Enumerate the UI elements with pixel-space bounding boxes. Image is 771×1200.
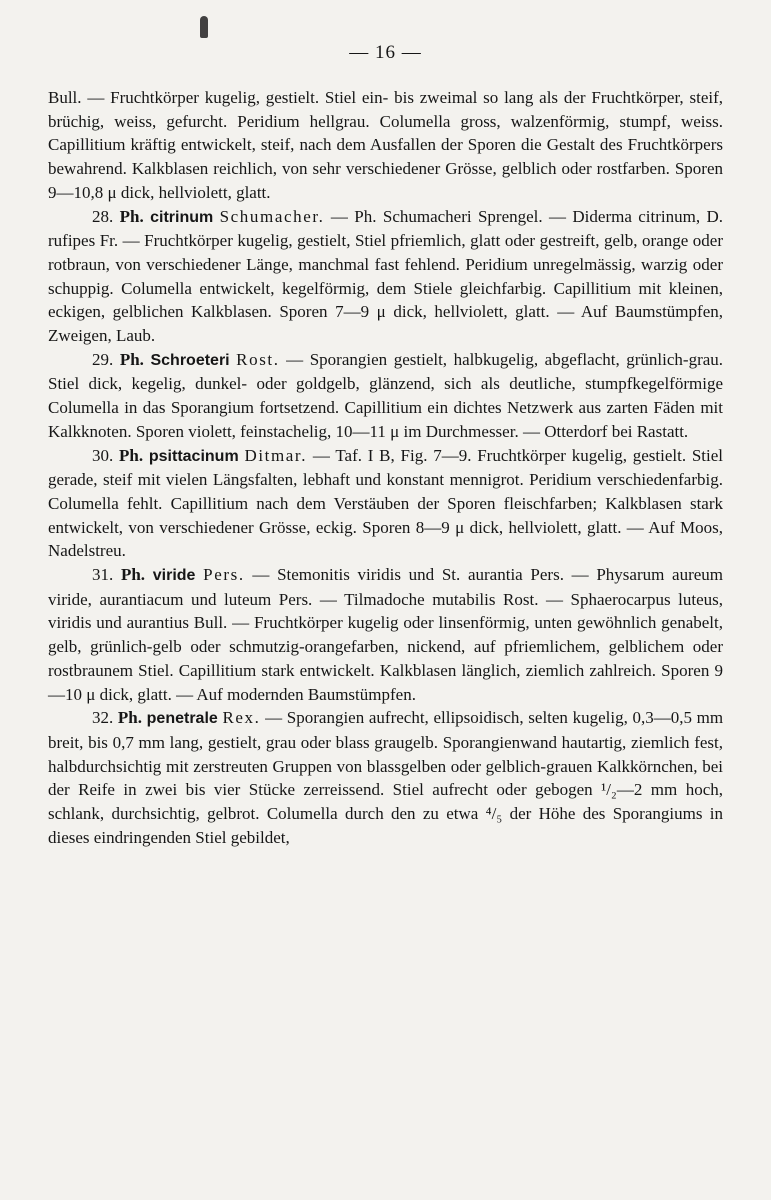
entry-number: 31. xyxy=(92,565,114,585)
ink-smudge xyxy=(200,16,208,38)
entry-genus: Ph. xyxy=(119,349,144,369)
entry-genus: Ph. xyxy=(120,565,146,585)
entry-number: 29. xyxy=(92,349,114,369)
body-text xyxy=(48,86,723,850)
intro-paragraph: Bull. — Fruchtkörper kugelig, gestielt. Stiel ein- bis zweimal so lang als der Fruchtkörper, steif, brüchig, weiss, gefurcht. Peridium hellgrau. Columella gross, walzenförmig, stumpf, weiss. Capillitium kräftig entwickelt, steif, nach dem Ausfallen der Sporen die Gestalt des Fruchtkörpers bewahrend. Kalkblasen reichlich, von sehr verschiedener Grösse, gelblich oder rostfarben. Sporen 9—10,8 μ dick, hellviolett, glatt. xyxy=(48,88,723,202)
entry-genus: Ph. xyxy=(117,708,142,728)
entry-genus: Ph. xyxy=(119,445,144,465)
entry-author: Pers. xyxy=(203,565,245,585)
entry-number: 28. xyxy=(92,206,114,226)
entry-number: 32. xyxy=(92,708,114,728)
entry-author: Rost. xyxy=(236,349,280,369)
entry-29 xyxy=(48,348,723,444)
entry-text: — Sporangien aufrecht, ellipsoidisch, selten kugelig, 0,3—0,5 mm breit, bis 0,7 mm lang, gestielt, grau oder blass graugelb. Sporangienwand hautartig, ziemlich fest, halbdurchsichtig mit zerstreuten Gruppen von blassgelben oder gelblich-grauen Kalkkörnchen, bei der Reife in zwei bis vier Stücke zerreissend. Stiel aufrecht oder gebogen ¹/₂—2 mm hoch, schlank, durchsichtig, gelbrot. Columella durch den zu etwa ⁴/₅ der Höhe des Sporangiums in dieses eindringenden Stiel gebildet, xyxy=(48,708,724,847)
entry-28 xyxy=(48,205,723,348)
entry-species: psittacinum xyxy=(148,447,239,465)
page-number: — 16 — xyxy=(349,42,422,63)
entry-text: — Ph. Schumacheri Sprengel. — Diderma citrinum, D. rufipes Fr. — Fruchtkörper kugelig, gestielt, Stiel pfriemlich, glatt oder gestreift, gelb, orange oder rotbraun, von verschiedener Länge, manchmal fast fehlend. Peridium unregelmässig, warzig oder schuppig. Columella entwickelt, kegelförmig, dem Stiele gleichfarbig. Capillitium mit kleinen, eckigen, gelblichen Kalkblasen. Sporen 7—9 μ dick, hellviolett, glatt. — Auf Baumstümpfen, Zweigen, Laub. xyxy=(48,206,724,346)
entry-32 xyxy=(48,706,723,849)
entry-species: Schroeteri xyxy=(150,351,230,369)
entry-text: — Sporangien gestielt, halbkugelig, abgeflacht, grünlich-grau. Stiel dick, kegelig, dunkel- oder goldgelb, glänzend, sich als deutliche, stumpfkegelförmige Columella in das Sporangium fortsetzend. Capillitium ein dichtes Netzwerk aus zarten Fäden mit Kalkknoten. Sporen violett, feinstachelig, 10—11 μ im Durchmesser. — Otterdorf bei Rastatt. xyxy=(48,349,724,441)
entry-text: — Stemonitis viridis und St. aurantia Pers. — Physarum aureum viride, aurantiacum und luteum Pers. — Tilmadoche mutabilis Rost. — Sphaerocarpus luteus, viridis und aurantius Bull. — Fruchtkörper kugelig oder linsenförmig, unten gewöhnlich genabelt, gelb, grünlich-gelb oder schmutzig-orangefarben, nickend, auf pfriemlichem, gelblichem oder rostbraunem Stiel. Capillitium stark entwickelt. Kalkblasen länglich, ziemlich zahlreich. Sporen 9—10 μ dick, glatt. — Auf modernden Baumstümpfen. xyxy=(48,565,724,704)
entry-30 xyxy=(48,444,723,564)
entry-text: — Taf. I B, Fig. 7—9. Fruchtkörper kugelig, gestielt. Stiel gerade, steif mit vielen Längsfalten, lebhaft und konstant mennigrot. Peridium verschiedenfarbig. Columella fehlt. Capillitium nach dem Verstäuben der Sporen fleischfarben; Kalkblasen stark entwickelt, von verschiedener Grösse, eckig. Sporen 8—9 μ dick, hellviolett, glatt. — Auf Moos, Nadelstreu. xyxy=(48,445,724,561)
entry-author: Rex. xyxy=(222,708,261,728)
entry-author: Ditmar. xyxy=(244,445,308,465)
entry-species: penetrale xyxy=(146,710,218,728)
entry-author: Schumacher. xyxy=(219,206,325,226)
entry-31 xyxy=(48,563,723,706)
entry-species: viride xyxy=(152,567,196,585)
entry-species: citrinum xyxy=(150,208,214,226)
entry-genus: Ph. xyxy=(119,206,144,226)
entry-number: 30. xyxy=(92,445,114,465)
